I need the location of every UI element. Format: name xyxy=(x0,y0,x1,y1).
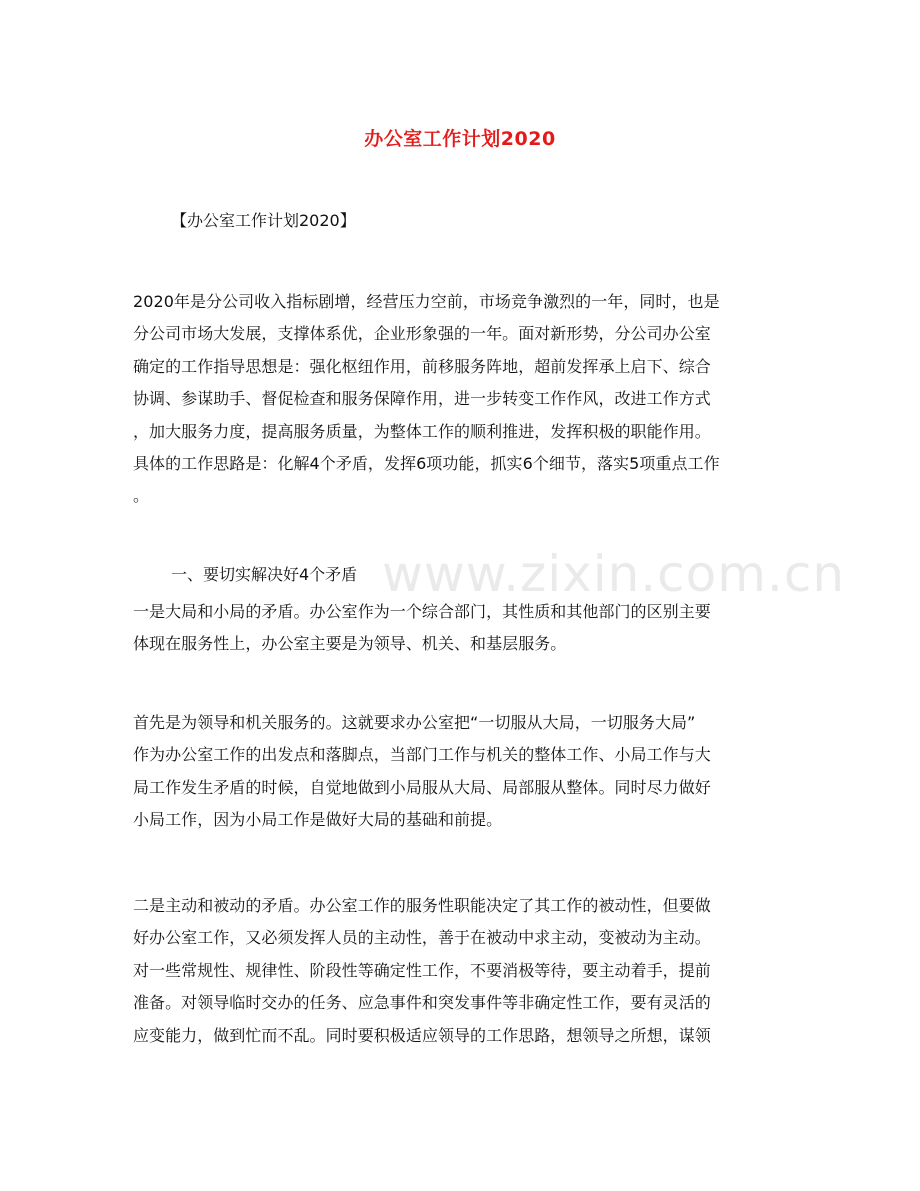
paragraph-contradiction-1 xyxy=(133,596,789,661)
paragraph-line: 确定的工作指导思想是：强化枢纽作用，前移服务阵地，超前发挥承上启下、综合 xyxy=(133,356,711,376)
paragraph-line: 局工作发生矛盾的时候，自觉地做到小局服从大局、局部服从整体。同时尽力做好 xyxy=(133,777,711,797)
paragraph-line: ，加大服务力度，提高服务质量，为整体工作的顺利推进，发挥积极的职能作用。 xyxy=(133,421,711,441)
paragraph-intro xyxy=(133,286,789,513)
paragraph-line: 体现在服务性上，办公室主要是为领导、机关、和基层服务。 xyxy=(133,634,567,654)
paragraph-line: 首先是为领导和机关服务的。这就要求办公室把“一切服从大局，一切服务大局” xyxy=(133,713,696,732)
document-title: 办公室工作计划2020 xyxy=(364,128,556,150)
document-subtitle: 【办公室工作计划2020】 xyxy=(171,211,356,230)
paragraph-line: 好办公室工作，又必须发挥人员的主动性，善于在被动中求主动，变被动为主动。 xyxy=(133,928,711,948)
paragraph-line: 作为办公室工作的出发点和落脚点，当部门工作与机关的整体工作、小局工作与大 xyxy=(133,745,711,765)
paragraph-service-first xyxy=(133,707,789,837)
paragraph-line: 应变能力，做到忙而不乱。同时要积极适应领导的工作思路，想领导之所想，谋领 xyxy=(133,1025,711,1045)
paragraph-line: 2020年是分公司收入指标剧增，经营压力空前，市场竞争激烈的一年，同时，也是 xyxy=(133,292,720,311)
paragraph-line: 小局工作，因为小局工作是做好大局的基础和前提。 xyxy=(133,810,503,830)
paragraph-line: 具体的工作思路是：化解4个矛盾，发挥6项功能，抓实6个细节，落实5项重点工作 xyxy=(133,453,720,473)
paragraph-contradiction-2 xyxy=(133,890,789,1052)
watermark: www.zixin.com.cn xyxy=(382,545,846,603)
paragraph-line: 分公司市场大发展，支撑体系优，企业形象强的一年。面对新形势，分公司办公室 xyxy=(133,324,711,344)
paragraph-line: 二是主动和被动的矛盾。办公室工作的服务性职能决定了其工作的被动性，但要做 xyxy=(133,896,711,915)
section-heading: 一、要切实解决好4个矛盾 xyxy=(171,565,358,584)
paragraph-line: 。 xyxy=(133,486,150,506)
paragraph-line: 对一些常规性、规律性、阶段性等确定性工作，不要消极等待，要主动着手，提前 xyxy=(133,960,711,980)
paragraph-line: 准备。对领导临时交办的任务、应急事件和突发事件等非确定性工作，要有灵活的 xyxy=(133,993,711,1013)
paragraph-line: 一是大局和小局的矛盾。办公室作为一个综合部门，其性质和其他部门的区别主要 xyxy=(133,602,711,621)
paragraph-line: 协调、参谋助手、督促检查和服务保障作用，进一步转变工作作风，改进工作方式 xyxy=(133,389,711,409)
